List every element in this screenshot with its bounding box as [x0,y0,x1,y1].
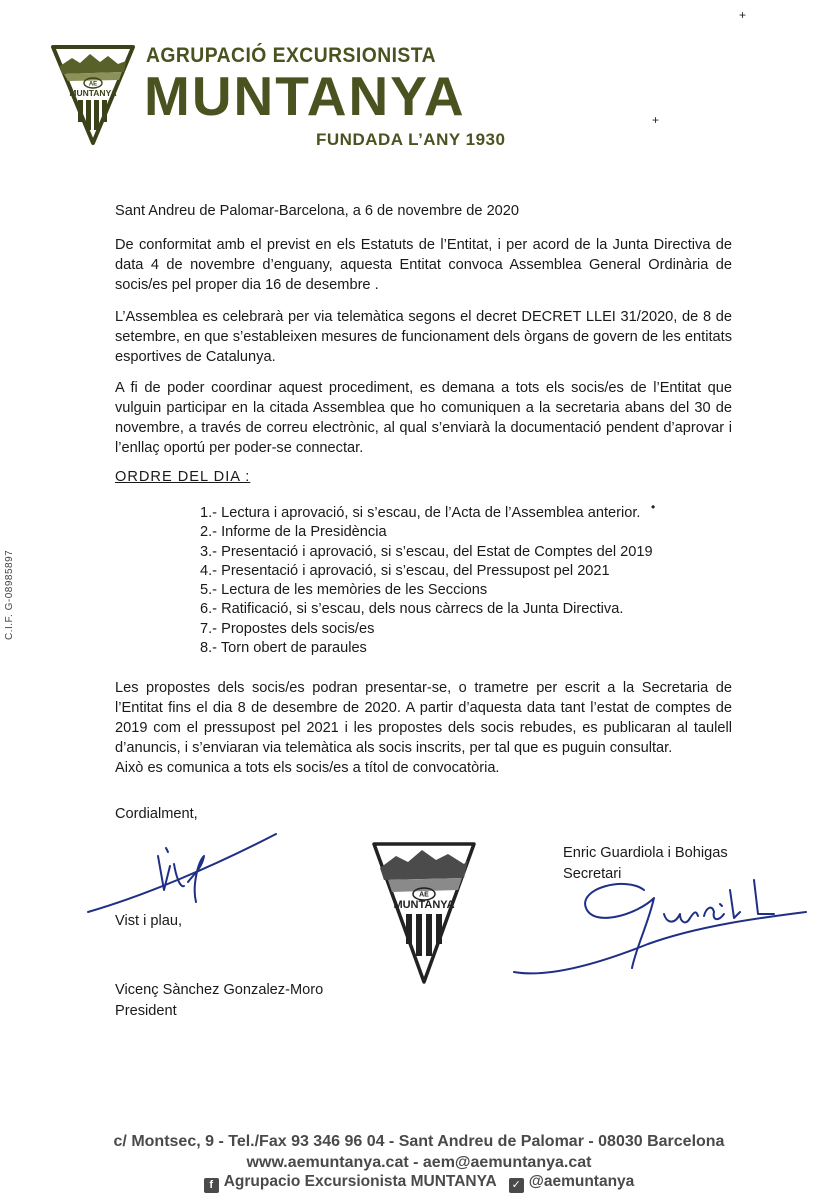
agenda-item: 3.- Presentació i aprovació, si s’escau, del Estat de Comptes del 2019 [200,543,653,560]
secretary-signature [508,868,812,982]
founded-line: FUNDADA L’ANY 1930 [316,130,506,149]
twitter-icon: ✓ [509,1178,524,1193]
stamp-initials: AE [419,891,429,899]
agenda-item: 2.- Informe de la Presidència [200,524,387,541]
twitter-handle: @aemuntanya [528,1173,635,1190]
org-subtitle: AGRUPACIÓ EXCURSIONISTA [146,44,437,67]
agenda-item: 7.- Propostes dels socis/es [200,620,375,637]
place-date: Sant Andreu de Palomar-Barcelona, a 6 de novembre de 2020 [115,203,520,219]
stray-mark: • [651,500,656,514]
logo-wordmark: MUNTANYA [69,88,117,98]
stray-mark: + [739,8,747,22]
stray-mark: + [652,113,660,127]
club-stamp [370,838,478,986]
secretary-title: Secretari [563,866,622,882]
org-title: MUNTANYA [144,65,466,127]
president-signature [84,826,280,918]
stamp-wordmark: MUNTANYA [393,899,455,911]
paragraph-proposals: Les propostes dels socis/es podran presentar-se, o trametre per escrit a la Secretaria de l’Entitat fins el dia 8 de desembre de 2020. A partir d’aquesta data tant l’estat de comptes de 2019 com el pressupost pel 2021 i les propostes dels socis rebudes, es publicaran al taulell d’anuncis, i s’enviaran via telemàtica als socis inscrits, per tal que es puguin consultar. [115,680,732,756]
secretary-name: Enric Guardiola i Bohigas [563,845,728,861]
approval-label: Vist i plau, [115,913,183,929]
president-name: Vicenç Sànchez Gonzalez-Moro [115,982,324,998]
paragraph-procedure: A fi de poder coordinar aquest procediment, es demana a tots els socis/es de l’Entitat que vulguin participar en la citada Assemblea que ho comuniquen a la secretaria abans del 30 de novembre, a través de correu electrònic, al qual s’enviarà la documentació pendent d’aprovar i l’enllaç oportú per poder-se connectar. [115,380,732,456]
facebook-icon: f [204,1178,219,1193]
closing: Cordialment, [115,806,198,822]
tax-id-note: C.I.F. G-08985897 [4,549,15,640]
footer-social [0,1173,838,1193]
paragraph-convocation: De conformitat amb el previst en els Estatuts de l’Entitat, i per acord de la Junta Directiva de data 4 de novembre d’enguany, aquesta Entitat convoca Assemblea General Ordinària de socis/es pel proper dia 16 de desembre . [115,237,732,293]
agenda-item: 5.- Lectura de les memòries de les Seccions [200,582,488,599]
agenda-title: ORDRE DEL DIA : [115,469,251,485]
paragraph-notice: Això es comunica a tots els socis/es a títol de convocatòria. [115,760,500,776]
agenda-item: 1.- Lectura i aprovació, si s’escau, de l’Acta de l’Assemblea anterior. [200,505,641,521]
club-logo [50,44,136,146]
agenda-item: 6.- Ratificació, si s’escau, dels nous càrrecs de la Junta Directiva. [200,601,624,618]
president-block [115,980,323,1022]
paragraph-telematic: L’Assemblea es celebrarà per via telemàtica segons el decret DECRET LLEI 31/2020, de 8 de setembre, en que s’estableixen mesures de funcionament dels òrgans de govern de les entitats esportives de Catalunya. [115,309,732,365]
agenda-item: 8.- Torn obert de paraules [200,640,367,657]
facebook-handle: Agrupacio Excursionista MUNTANYA [223,1173,497,1190]
logo-initials: AE [88,81,98,88]
footer-address: c/ Montsec, 9 - Tel./Fax 93 346 96 04 - Sant Andreu de Palomar - 08030 Barcelona [113,1133,725,1150]
agenda-list [200,504,653,658]
footer-web-mail: www.aemuntanya.cat - aem@aemuntanya.cat [246,1154,592,1171]
president-title: President [115,1003,177,1019]
agenda-item: 4.- Presentació i aprovació, si s’escau, del Pressupost pel 2021 [200,562,610,579]
